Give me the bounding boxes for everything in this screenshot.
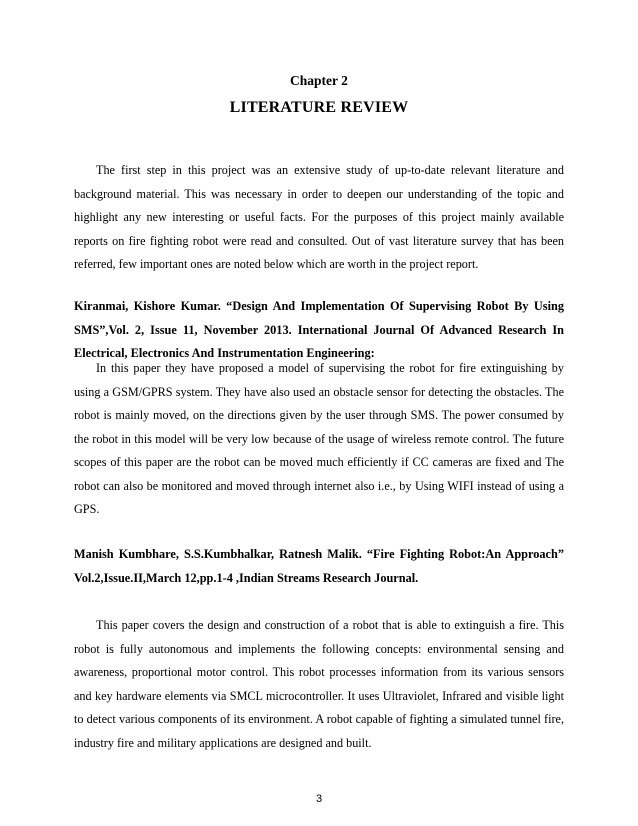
reference-summary-1: In this paper they have proposed a model of supervising the robot for fire extinguishing by using a GSM/GPRS system. They have also used an obstacle sensor for detecting the obstacles. The robot is mainly moved, on the directions given by the user through SMS. The power consumed by the robot in this model will be very low because of the usage of wireless remote control. The future scopes of this paper are the robot can be moved much efficiently if CC cameras are fixed and The robot can also be monitored and moved through internet also i.e., by Using WIFI instead of using a GPS. [74,361,564,517]
reference-summary-2: This paper covers the design and construction of a robot that is able to extinguish a fire. This robot is fully autonomous and implements the following concepts: environmental sensing and awareness, proportional motor control. This robot processes information from its various sensors and key hardware elements via SMCL microcontroller. It uses Ultraviolet, Infrared and visible light to detect various components of its environment. A robot capable of fighting a simulated tunnel fire, industry fire and military applications are designed and built. [74,618,564,750]
section-title: LITERATURE REVIEW [229,99,409,116]
page-number: 3 [315,793,323,805]
reference-citation-2: Manish Kumbhare, S.S.Kumbhalkar, Ratnesh Malik. “Fire Fighting Robot:An Approach” Vol.2,Issue.II,March 12,pp.1-4 ,Indian Streams Research Journal. [74,547,564,585]
chapter-label: Chapter 2 [290,73,348,88]
intro-paragraph: The first step in this project was an extensive study of up-to-date relevant literature and background material. This was necessary in order to deepen our understanding of the topic and highlight any new interesting or useful facts. For the purposes of this project mainly available reports on fire fighting robot were read and consulted. Out of vast literature survey that has been referred, few important ones are noted below which are worth in the project report. [74,163,564,272]
reference-citation-1: Kiranmai, Kishore Kumar. “Design And Implementation Of Supervising Robot By Using SMS”,Vol. 2, Issue 11, November 2013. International Journal Of Advanced Research In Electrical, Electronics And Instrumentation Engineering: [74,299,564,361]
